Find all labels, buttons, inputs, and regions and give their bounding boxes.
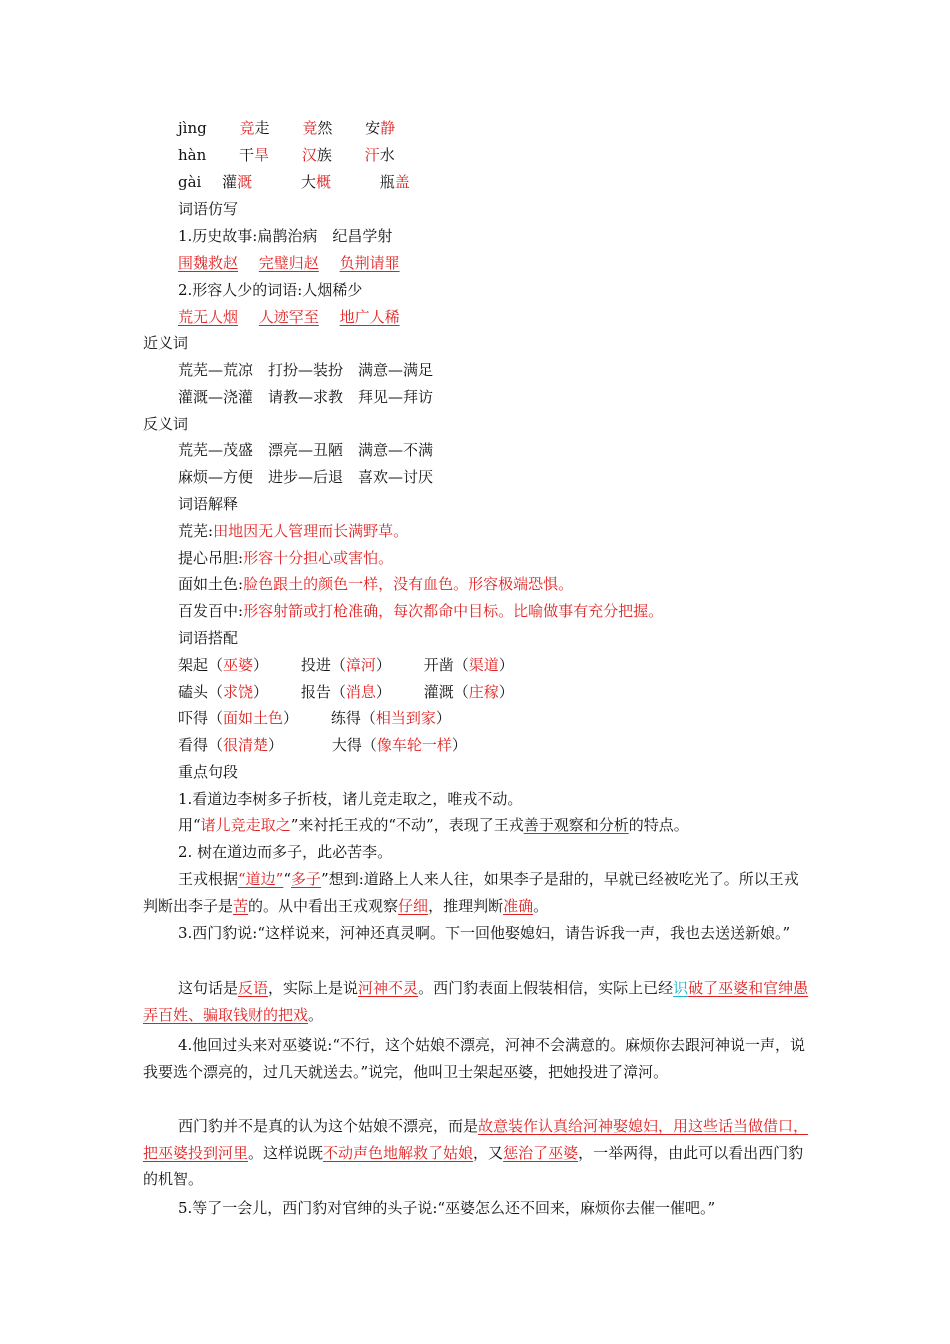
imitate-heading: 词语仿写: [178, 200, 239, 218]
key-analysis-1: 用“诸儿竞走取之”来衬托王戎的“不动”，表现了王戎善于观察和分析的特点。: [178, 816, 689, 834]
synonyms-heading: 近义词: [143, 334, 189, 352]
key-sentence-2: 2. 树在道边而多子，此必苦李。: [178, 843, 393, 861]
key-sentence-1: 1.看道边李树多子折枝，诸儿竞走取之，唯戎不动。: [178, 790, 523, 808]
explain-item: 百发百中:形容射箭或打枪准确，每次都命中目标。比喻做事有充分把握。: [178, 602, 664, 620]
explain-heading: 词语解释: [178, 495, 239, 513]
explain-item: 提心吊胆:形容十分担心或害怕。: [178, 549, 394, 567]
imitate-a1: 围魏救赵 完璧归赵 负荆请罪: [178, 254, 400, 272]
collocate-heading: 词语搭配: [178, 629, 239, 647]
key-heading: 重点句段: [178, 763, 239, 781]
collocate-row: 吓得（面如土色） 练得（相当到家）: [178, 709, 451, 727]
key-sentence-3: 3.西门豹说:“这样说来，河神还真灵啊。下一回他娶媳妇，请告诉我一声，我也去送送新娘。”: [178, 924, 791, 942]
explain-item: 面如土色:脸色跟土的颜色一样，没有血色。形容极端恐惧。: [178, 575, 574, 593]
collocate-row: 磕头（求饶） 报告（消息） 灌溉（庄稼）: [178, 683, 514, 701]
pron-row-gai: gài 灌溉 大概 瓶盖: [178, 173, 410, 191]
imitate-a2: 荒无人烟 人迹罕至 地广人稀: [178, 308, 400, 326]
synonyms-row: 荒芜—荒凉 打扮—装扮 满意—满足: [178, 361, 434, 379]
antonyms-heading: 反义词: [143, 415, 189, 433]
imitate-q1: 1.历史故事:扁鹊治病 纪昌学射: [178, 227, 393, 245]
synonyms-row: 灌溉—浇灌 请教—求教 拜见—拜访: [178, 388, 434, 406]
collocate-row: 架起（巫婆） 投进（漳河） 开凿（渠道）: [178, 656, 514, 674]
key-sentence-5: 5.等了一会儿，西门豹对官绅的头子说:“巫婆怎么还不回来，麻烦你去催一催吧。”: [178, 1199, 716, 1217]
key-sentence-4: 4.他回过头来对巫婆说:“不行，这个姑娘不漂亮，河神不会满意的。麻烦你去跟河神说一声，说我要选个漂亮的，过几天就送去。”说完，他叫卫士架起巫婆，把她投进了漳河。: [143, 1036, 806, 1081]
antonyms-row: 荒芜—茂盛 漂亮—丑陋 满意—不满: [178, 441, 434, 459]
key-analysis-4: 西门豹并不是真的认为这个姑娘不漂亮，而是故意装作认真给河神娶媳妇，用这些话当做借口，把巫婆投到河里。这样说既不动声色地解救了姑娘，又惩治了巫婆，一举两得，由此可以看出西门豹的机智。: [143, 1117, 809, 1188]
pron-row-jing: jìng 竞走 竟然 安静: [178, 119, 396, 137]
collocate-row: 看得（很清楚） 大得（像车轮一样）: [178, 736, 467, 754]
key-analysis-3: 这句话是反语，实际上是说河神不灵。西门豹表面上假装相信，实际上已经识破了巫婆和官绅愚弄百姓、骗取钱财的把戏。: [143, 979, 809, 1024]
explain-item: 荒芜:田地因无人管理而长满野草。: [178, 522, 409, 540]
imitate-q2: 2.形容人少的词语:人烟稀少: [178, 281, 363, 299]
key-analysis-2: 王戎根据“道边”“多子”想到:道路上人来人往，如果李子是甜的，早就已经被吃光了。所以王戎判断出李子是苦的。从中看出王戎观察仔细，推理判断准确。: [143, 870, 799, 915]
antonyms-row: 麻烦—方便 进步—后退 喜欢—讨厌: [178, 468, 434, 486]
pron-row-han: hàn 干旱 汉族 汗水: [178, 146, 395, 164]
